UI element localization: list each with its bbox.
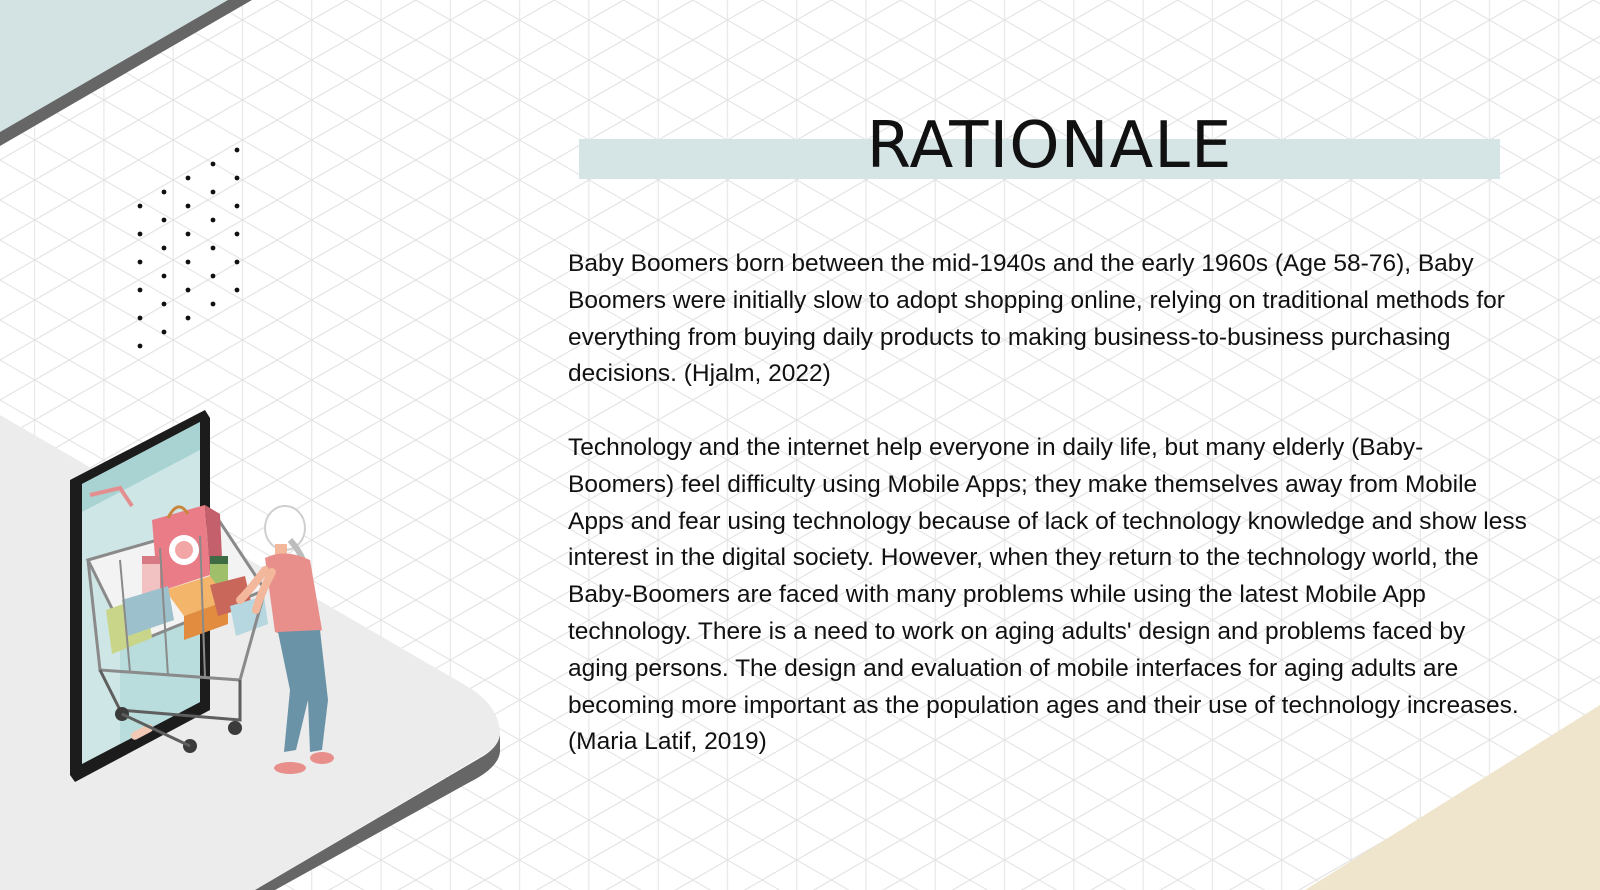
slide-title: RATIONALE: [866, 109, 1233, 183]
online-shopping-illustration: [60, 410, 360, 800]
woman-figure-icon: [240, 506, 334, 774]
paragraph-baby-boomers: Baby Boomers born between the mid-1940s and the early 1960s (Age 58-76), Baby Boomers were initially slow to adopt shopping online, relying on traditional methods for everything from buying daily products to making business-to-business purchasing decisions. (Hjalm, 2022): [568, 250, 1505, 388]
paragraph-technology: Technology and the internet help everyone in daily life, but many elderly (Baby-Boomers) feel difficulty using Mobile Apps; they make themselves away from Mobile Apps and fear using technology because of lack of technology knowledge and show less interest in the digital society. However, when they return to the technology world, the Baby-Boomers are faced with many problems while using the latest Mobile App technology. There is a need to work on aging adults' design and problems faced by aging persons. The design and evaluation of mobile interfaces for aging adults are becoming more important as the population ages and their use of technology increases. (Maria Latif, 2019): [568, 433, 1527, 756]
body-text: [568, 246, 1528, 761]
